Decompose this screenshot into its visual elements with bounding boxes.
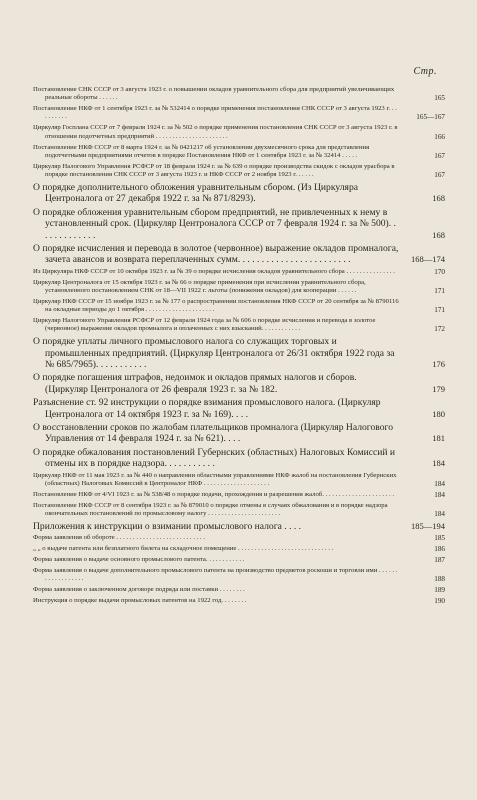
toc-entry — [33, 567, 445, 584]
toc-entry-text: О порядке дополнительного обложения уравнительным сбором. (Из Циркуляра Центроналога от 27 декабря 1922 г. за № 871/8293). — [33, 181, 358, 205]
toc-entry-text: О порядке обжалования постановлений Губернских (областных) Налоговых Комиссий и отмены их в порядке надзора. . . . . . . . . . . — [33, 446, 396, 470]
toc-entry — [33, 397, 445, 420]
toc-entry — [33, 144, 445, 161]
toc-entry — [33, 317, 445, 334]
toc-entry — [33, 268, 445, 276]
toc-entry — [33, 124, 445, 141]
toc-entry-text: Постановление НКФ СССР от 8 сентября 1923 г. за № 879010 о порядке отмены в случаях обжалования и в порядке надзора окончательных постановлений по промысловому налогу . . . . . . . . . . . . . . . . . . . . . . — [33, 501, 388, 518]
toc-entry — [33, 298, 445, 315]
toc-entry-page: 190 — [434, 597, 445, 606]
toc-entry-text: Постановление НКФ от 1 сентября 1923 г. за № 532414 о порядке применения постановления СНК СССР от 3 августа 1923 г. . . . . . . . . . — [33, 105, 397, 121]
toc-entry-text: Инструкция о порядке выдачи промысловых патентов на 1922 год. . . . . . . . — [33, 597, 247, 605]
toc-entry — [33, 372, 445, 395]
toc-entry-page: 186 — [434, 545, 445, 554]
toc-entry-text: Постановление СНК СССР от 3 августа 1923 г. о повышении окладов уравнительного сбора для предприятий увеличивающих реальные обороты . . . . . . — [33, 86, 395, 102]
page-column-header: Стр. — [413, 66, 437, 77]
toc-entry-page: 165—167 — [416, 113, 445, 122]
toc-entry-page: 181 — [432, 433, 445, 444]
toc-entry — [33, 182, 445, 205]
toc-entry-page: 187 — [434, 556, 445, 565]
toc-entry — [33, 447, 445, 470]
toc-entry — [33, 502, 445, 519]
table-of-contents — [33, 86, 445, 608]
toc-entry-text: О порядке исчисления и перевода в золотое (червонное) выражение окладов промналога, зачета авансов и возврата переплаченных сумм. . . . . . . . . . . . . . . . . . . . . . . . — [33, 242, 399, 266]
toc-entry-page: 168 — [432, 229, 445, 240]
toc-entry — [33, 491, 445, 499]
toc-entry-page: 168—174 — [411, 254, 445, 265]
toc-entry-text: Постановление НКФ от 4/VI 1923 г. за № 538/48 о порядке подачи, прохождения и разрешения жалоб. . . . . . . . . . . . . . . . . . . . . . — [33, 490, 395, 498]
toc-entry-page: 167 — [434, 151, 445, 160]
toc-entry-text: Форма заявления о выдаче основного промыслового патента. . . . . . . . . . . . — [33, 556, 245, 564]
toc-entry — [33, 586, 445, 594]
toc-entry-page: 171 — [434, 306, 445, 315]
toc-entry-text: О порядке уплаты личного промыслового налога со служащих торговых и промышленных предприятий. (Циркуляр Центроналога от 26/31 октября 1922 года за № 685/7965). . . . . . . . . . . — [33, 336, 395, 371]
toc-entry-page: 166 — [434, 132, 445, 141]
toc-entry — [33, 163, 445, 180]
toc-entry — [33, 545, 445, 553]
toc-entry — [33, 534, 445, 542]
toc-entry-text: „ „ о выдаче патента или безплатного билета на складочное помещение . . . . . . . . . . . . . . . . . . . . . . . . . . . . . — [33, 545, 334, 553]
toc-entry — [33, 521, 445, 532]
toc-entry-text: О порядке обложения уравнительным сбором предприятий, не привлеченных к нему в установленный срок. (Циркуляр Центроналога СССР от 7 февраля 1924 г. за № 500). . . . . . . . . . . . . — [33, 206, 396, 241]
toc-entry-text: Циркуляр Налогового Управления РСФСР от 18 февраля 1924 г. за № 639 о порядке производства скидок с окладов урасбора в порядке постановления СНК СССР от 3 августа 1923 г. и НКФ СССР от 2 ноября 1923 г. . . . . . — [33, 162, 395, 179]
toc-entry-page: 184 — [434, 490, 445, 499]
toc-entry — [33, 472, 445, 489]
toc-entry — [33, 279, 445, 296]
toc-entry-page: 172 — [434, 325, 445, 334]
toc-entry — [33, 422, 445, 445]
toc-entry-page: 189 — [434, 586, 445, 595]
toc-entry — [33, 207, 445, 241]
toc-entry — [33, 105, 445, 122]
toc-entry-page: 165 — [434, 94, 445, 103]
toc-entry-text: Разъяснение ст. 92 инструкции о порядке взимания промыслового налога. (Циркуляр Центроналога от 14 октября 1923 г. за № 169). . . . — [33, 397, 381, 420]
toc-entry — [33, 556, 445, 564]
toc-entry — [33, 336, 445, 370]
toc-entry-text: Циркуляр Госплана СССР от 7 февраля 1924 г. за № 502 о порядке применения постановления СНК СССР от 3 августа 1923 г. в отношении подотчетных предприятий . . . . . . . . . . . . . . . . . . . . . . — [33, 124, 398, 140]
toc-entry-text: Циркуляр Налогового Управления РСФСР от 12 февраля 1924 года за № 606 о порядке исчисления и перевода в золотое (червонное) выражение окладов промналога и оплаченных с них взысканий. . . . . . . . . . . . — [33, 317, 376, 333]
toc-entry-text: Форма заявления об обороте . . . . . . . . . . . . . . . . . . . . . . . . . . . — [33, 534, 205, 542]
toc-entry-page: 185—194 — [411, 520, 445, 531]
toc-entry-text: Приложения к инструкции о взимании промыслового налога . . . . — [33, 520, 302, 532]
toc-entry-text: Циркуляр Центроналога от 15 октября 1923 г. за № 66 о порядке применения при исчислении уравнительного сбора, установленного постановлением СНК от 18—VII 1922 г. льготы (понижения окладов) для кооперации . . . . . . — [33, 278, 366, 294]
toc-entry-text: Постановление НКФ СССР от 8 марта 1924 г. за № 0421217 об установлении двухмесячного срока для представления подотчетными предприятиями отчетов в порядке Постановления НКФ от 1 сентября 1923 г. за № 32414 . . . . . — [33, 143, 370, 159]
toc-entry-page: 184 — [434, 510, 445, 519]
toc-entry-page: 188 — [434, 575, 445, 584]
toc-entry-text: Из Циркуляра НКФ СССР от 10 октября 1923 г. за № 39 о порядке исчисления окладов уравнительного сбора . . . . . . . . . . . . . . . — [33, 267, 395, 275]
toc-entry-text: Циркуляр НКФ СССР от 15 ноября 1923 г. за № 177 о распространении постановления НКФ СССР от 20 сентября за № 8790116 на окладные периоды до 1 октября . . . . . . . . . . . . . . . . . . . . . — [33, 297, 399, 314]
toc-entry-text: Форма заявления о заключенном договоре подряда или поставки . . . . . . . . — [33, 586, 245, 594]
toc-entry-page: 170 — [434, 267, 445, 276]
toc-entry — [33, 243, 445, 266]
toc-entry-text: Циркуляр НКФ от 11 мая 1923 г. за № 440 о направлении областными управлениями НКФ жалоб на постановления Губернских (областных) Налоговых Комиссий в Центроналог НКФ . . . . . . . . . . . . . . . . . . . . — [33, 471, 397, 487]
toc-entry-page: 179 — [432, 383, 445, 394]
toc-entry-page: 176 — [432, 359, 445, 370]
toc-entry-page: 184 — [434, 480, 445, 488]
toc-entry-text: Форма заявления о выдаче дополнительного промыслового патента на производство предметов роскоши и торговли ими . . . . . . . . . . . . . . . . . . — [33, 567, 398, 583]
toc-entry-text: О порядке погашения штрафов, недоимок и окладов прямых налогов и сборов. (Циркуляр Центроналога от 26 февраля 1923 г. за № 182. — [33, 372, 357, 395]
toc-entry — [33, 86, 445, 103]
toc-entry-page: 185 — [434, 534, 445, 543]
toc-entry-page: 184 — [432, 458, 445, 469]
toc-entry-page: 171 — [434, 286, 445, 295]
toc-entry-page: 168 — [432, 193, 445, 204]
toc-entry — [33, 597, 445, 605]
toc-entry-page: 180 — [432, 408, 445, 419]
toc-entry-text: О восстановлении сроков по жалобам плательщиков промналога (Циркуляр Налогового Управления от 14 февраля 1924 г. за № 621). . . . — [33, 422, 394, 445]
toc-entry-page: 167 — [434, 171, 445, 180]
